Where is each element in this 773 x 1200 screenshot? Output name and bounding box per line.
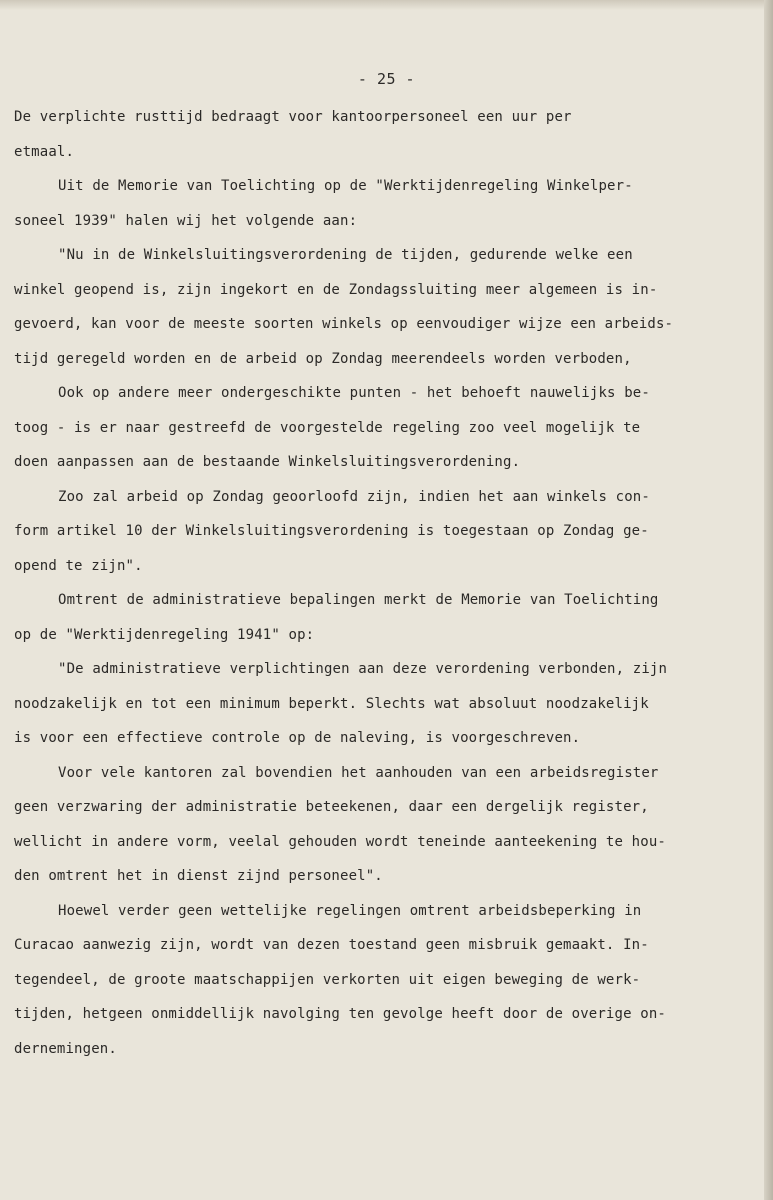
text-line: geen verzwaring der administratie beteekenen, daar een dergelijk register, [14, 799, 649, 815]
body-text [14, 100, 674, 1066]
text-line: tegendeel, de groote maatschappijen verkorten uit eigen beweging de werk- [14, 971, 641, 988]
text-line: etmaal. [14, 143, 75, 160]
page-top-edge [0, 0, 773, 10]
text-line: Uit de Memorie van Toelichting op de "Werktijdenregeling Winkelper- [58, 178, 633, 194]
text-line: soneel 1939" halen wij het volgende aan: [14, 212, 358, 229]
text-line: is voor een effectieve controle op de naleving, is voorgeschreven. [14, 730, 581, 746]
text-line: Omtrent de administratieve bepalingen merkt de Memorie van Toelichting [58, 592, 659, 608]
text-line: doen aanpassen aan de bestaande Winkelsluitingsverordening. [14, 454, 521, 470]
text-line: form artikel 10 der Winkelsluitingsverordening is toegestaan op Zondag ge- [14, 523, 649, 539]
text-line: opend te zijn". [14, 557, 143, 574]
text-line: op de "Werktijdenregeling 1941" op: [14, 626, 315, 643]
text-line: tijden, hetgeen onmiddellijk navolging ten gevolge heeft door de overige on- [14, 1006, 666, 1022]
text-line: gevoerd, kan voor de meeste soorten winkels op eenvoudiger wijze een arbeids- [14, 316, 674, 332]
text-line: Hoewel verder geen wettelijke regelingen omtrent arbeidsbeperking in [58, 902, 642, 919]
text-line: Voor vele kantoren zal bovendien het aanhouden van een arbeidsregister [58, 764, 659, 781]
text-line: tijd geregeld worden en de arbeid op Zondag meerendeels worden verboden, [14, 350, 632, 367]
text-line: winkel geopend is, zijn ingekort en de Zondagssluiting meer algemeen is in- [14, 281, 658, 298]
text-line: toog - is er naar gestreefd de voorgestelde regeling zoo veel mogelijk te [14, 419, 641, 436]
text-line: den omtrent het in dienst zijnd personeel". [14, 868, 383, 884]
text-line: wellicht in andere vorm, veelal gehouden wordt teneinde aanteekening te hou- [14, 833, 666, 850]
text-line: "De administratieve verplichtingen aan deze verordening verbonden, zijn [58, 661, 668, 677]
text-line: "Nu in de Winkelsluitingsverordening de tijden, gedurende welke een [58, 247, 633, 263]
text-line: dernemingen. [14, 1040, 117, 1057]
text-line: Zoo zal arbeid op Zondag geoorloofd zijn, indien het aan winkels con- [58, 488, 650, 505]
text-line: Ook op andere meer ondergeschikte punten - het behoeft nauwelijks be- [58, 385, 650, 401]
text-line: Curacao aanwezig zijn, wordt van dezen toestand geen misbruik gemaakt. In- [14, 937, 649, 953]
text-line: De verplichte rusttijd bedraagt voor kantoorpersoneel een uur per [14, 109, 572, 125]
text-line: noodzakelijk en tot een minimum beperkt. Slechts wat absoluut noodzakelijk [14, 695, 649, 712]
page-number: - 25 - [357, 70, 416, 88]
page-right-edge [764, 0, 773, 1200]
